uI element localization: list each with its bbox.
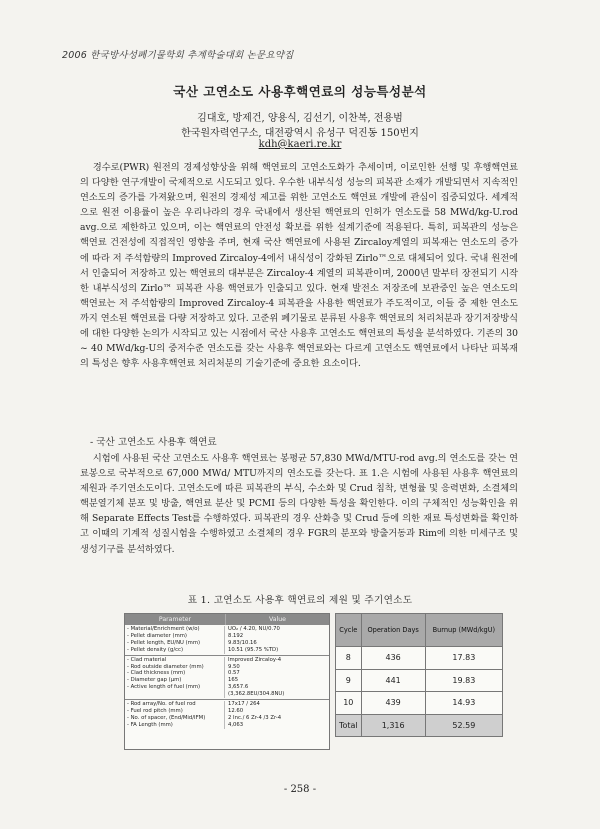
spec-param: - Diameter gap (μm) — [127, 677, 182, 684]
spec-value: 9.50 — [228, 663, 240, 670]
cycle-header-burnup: Burnup (MWd/kgU) — [425, 614, 502, 647]
spec-value: 17x17 / 264 — [228, 701, 260, 708]
spec-group-params — [125, 626, 225, 654]
spec-table-header — [125, 614, 329, 625]
cycle-cell-days: 1,316 — [361, 714, 425, 737]
spec-param: - Rod outside diameter (mm) — [127, 663, 204, 670]
spec-group — [125, 625, 329, 655]
spec-group-params — [125, 657, 225, 698]
spec-param: - Pellet density (g/cc) — [127, 646, 184, 653]
cycle-cell-burnup: 14.93 — [425, 692, 502, 715]
cycle-header-days: Operation Days — [361, 614, 425, 647]
spec-value: 3,657.6 — [228, 684, 249, 691]
cycle-table-body — [336, 647, 503, 737]
spec-value: 4,063 — [228, 721, 244, 728]
running-header: 2006 한국방사성폐기물학회 추계학술대회 논문요약집 — [62, 50, 294, 61]
paper-title: 국산 고연소도 사용후핵연료의 성능특성분석 — [173, 84, 427, 99]
spec-header-value: Value — [269, 616, 286, 623]
spec-group-values — [225, 701, 329, 729]
cycle-cell-burnup: 19.83 — [425, 669, 502, 692]
cycle-cell-days: 436 — [361, 647, 425, 670]
spec-table-body — [125, 625, 329, 730]
cycle-total-row — [336, 714, 503, 737]
spec-param: - Rod array/No. of fuel rod — [127, 701, 196, 708]
spec-group-values — [225, 657, 329, 698]
spec-value: 8.192 — [228, 632, 244, 639]
cycle-row — [336, 647, 503, 670]
page-number: - 258 - — [283, 784, 317, 795]
spec-value: UO₂ / 4.20, NU/0.70 — [228, 626, 280, 632]
affiliation: 한국원자력연구소, 대전광역시 유성구 덕진동 150번지 — [181, 128, 419, 139]
spec-group-params — [125, 701, 225, 729]
spec-param: - No. of spacer, (End/Mid/IFM) — [127, 714, 206, 721]
cycle-cell-days: 439 — [361, 692, 425, 715]
fuel-paragraph: 시험에 사용된 국산 고연소도 사용후 핵연료는 봉평균 57,830 MWd/MTU-rod avg.의 연소도를 갖는 연료봉으로 국부적으로 67,000 MWd/ MTU까지의 연소도를 갖는다. 표 1.은 시험에 사용된 사용후 핵연료의 제원과 주기연소도이다. 고연소도에 따른 피복관의 부식, 수소화 및 Crud 침착, 변형률 및 응력변화, 소결체의 핵분열기체 분포 및 방출, 핵연료 분산 및 PCMI 등의 다양한 특성을 확인한다. 이의 구체적인 성능확인을 위해 Separate Effects Test를 수행하였다. 피복관의 경우 산화층 및 Crud 등에 의한 재료 특성변화를 확인하고 이때의 기계적 성질시험을 수행하였고 소결체의 경우 FGR의 분포와 방출거동과 Rim에 의한 미세구조 및 생성기구를 분석하였다. — [80, 453, 518, 555]
cycle-burnup-table — [335, 613, 503, 737]
spec-param: - Clad material — [127, 656, 167, 663]
spec-value: 9.83/10.16 — [228, 639, 257, 646]
cycle-cell-cycle: Total — [336, 714, 362, 737]
cycle-row — [336, 692, 503, 715]
spec-param: - Active length of fuel (mm) — [127, 684, 201, 691]
spec-param — [127, 691, 224, 698]
cycle-cell-cycle: 9 — [336, 669, 362, 692]
spec-value: 12.60 — [228, 707, 244, 714]
spec-value: 10.51 (95.75 %TD) — [228, 646, 279, 653]
spec-value: 0.57 — [228, 670, 240, 677]
spec-param: - FA Length (mm) — [127, 721, 173, 728]
spec-group-values — [225, 626, 329, 654]
spec-param: - Fuel rod pitch (mm) — [127, 707, 183, 714]
cycle-cell-days: 441 — [361, 669, 425, 692]
author-email[interactable]: kdh@kaeri.re.kr — [258, 139, 342, 150]
spec-header-parameter: Parameter — [125, 614, 226, 625]
spec-value: 2 Inc./ 6 Zr-4 /3 Zr-4 — [228, 714, 282, 721]
intro-paragraph-block — [80, 160, 518, 371]
spec-param: - Material/Enrichment (w/o) — [127, 626, 200, 632]
cycle-row — [336, 669, 503, 692]
spec-table — [124, 613, 330, 750]
spec-param: - Pellet diameter (mm) — [127, 632, 187, 639]
cycle-cell-cycle: 8 — [336, 647, 362, 670]
cycle-header-cycle: Cycle — [336, 614, 362, 647]
spec-value: 165 — [228, 677, 239, 684]
table-caption: 표 1. 고연소도 사용후 핵연료의 제원 및 주기연소도 — [187, 595, 413, 606]
authors: 김대호, 방제건, 양용식, 김선기, 이찬복, 전용범 — [197, 113, 403, 124]
spec-value: Improved Zircaloy-4 — [228, 656, 282, 663]
cycle-cell-burnup: 52.59 — [425, 714, 502, 737]
spec-param: - Pellet length, EU/NU (mm) — [127, 639, 201, 646]
spec-value: (3,362.8EU/304.8NU) — [228, 691, 285, 698]
cycle-cell-cycle: 10 — [336, 692, 362, 715]
section-heading: - 국산 고연소도 사용후 핵연료 — [90, 437, 217, 448]
intro-paragraph: 경수로(PWR) 원전의 경제성향상을 위해 핵연료의 고연소도화가 추세이며, 이로인한 선행 및 후행핵연료의 다양한 연구개발이 국제적으로 시도되고 있다. 우수한 내부식성 성능의 피복관 소재가 개발되면서 지속적인 연소도의 증가를 가져왔으며, 원전의 경제성 제고를 위한 고연소도 핵연료 개발에 관심이 집중되었다. 세계적으로 원전 이용률이 높은 우리나라의 경우 국내에서 생산된 핵연료의 인허가 연소도를 58 MWd/kg-U.rod avg.으로 제한하고 있으며, 이는 핵연료의 안전성 확보를 위한 설계기준에 적용된다. 특히, 피복관의 성능은 핵연료 건전성에 직접적인 영향을 주며, 현재 국산 핵연료에 사용된 Zircaloy계열의 피복재는 연소도의 증가에 따라 저 주석함량의 Improved Zircaloy-4에서 내식성이 강화된 Zirlo™으로 대체되어 있다. 국내 원전에서 인출되어 저장하고 있는 핵연료의 대부분은 Zircaloy-4 계열의 피복관이며, 2000년 말부터 장전되기 시작한 내부식성의 Zirlo™ 피복관 사용 핵연료가 인출되고 있다. 현재 발전소 저장조에 보관중인 높은 연소도의 핵연료는 저 주석함량의 Improved Zircaloy-4 피복관을 사용한 핵연료가 주도적이고, 이들 중 제한 연소도까지 연소된 핵연료를 다량 저장하고 있다. 고준위 폐기물로 분류된 사용후 핵연료의 처리처분과 장기저장방식에 대한 다양한 논의가 시작되고 있는 시점에서 국산 사용후 고연소도 핵연료의 특성을 분석하였다. 기존의 30 ~ 40 MWd/kg-U의 중저수준 연소도를 갖는 사용후 핵연료와는 다르게 고연소도 핵연료에서 나타난 피복재의 특성은 향후 사용후핵연료 처리처분의 기술기준에 중요한 요소이다. — [80, 162, 518, 370]
spec-param: - Clad thickness (mm) — [127, 670, 186, 677]
spec-group — [125, 655, 329, 699]
cycle-table-header-row — [336, 614, 503, 647]
cycle-cell-burnup: 17.83 — [425, 647, 502, 670]
spec-group — [125, 699, 329, 730]
fuel-paragraph-block — [80, 451, 518, 557]
